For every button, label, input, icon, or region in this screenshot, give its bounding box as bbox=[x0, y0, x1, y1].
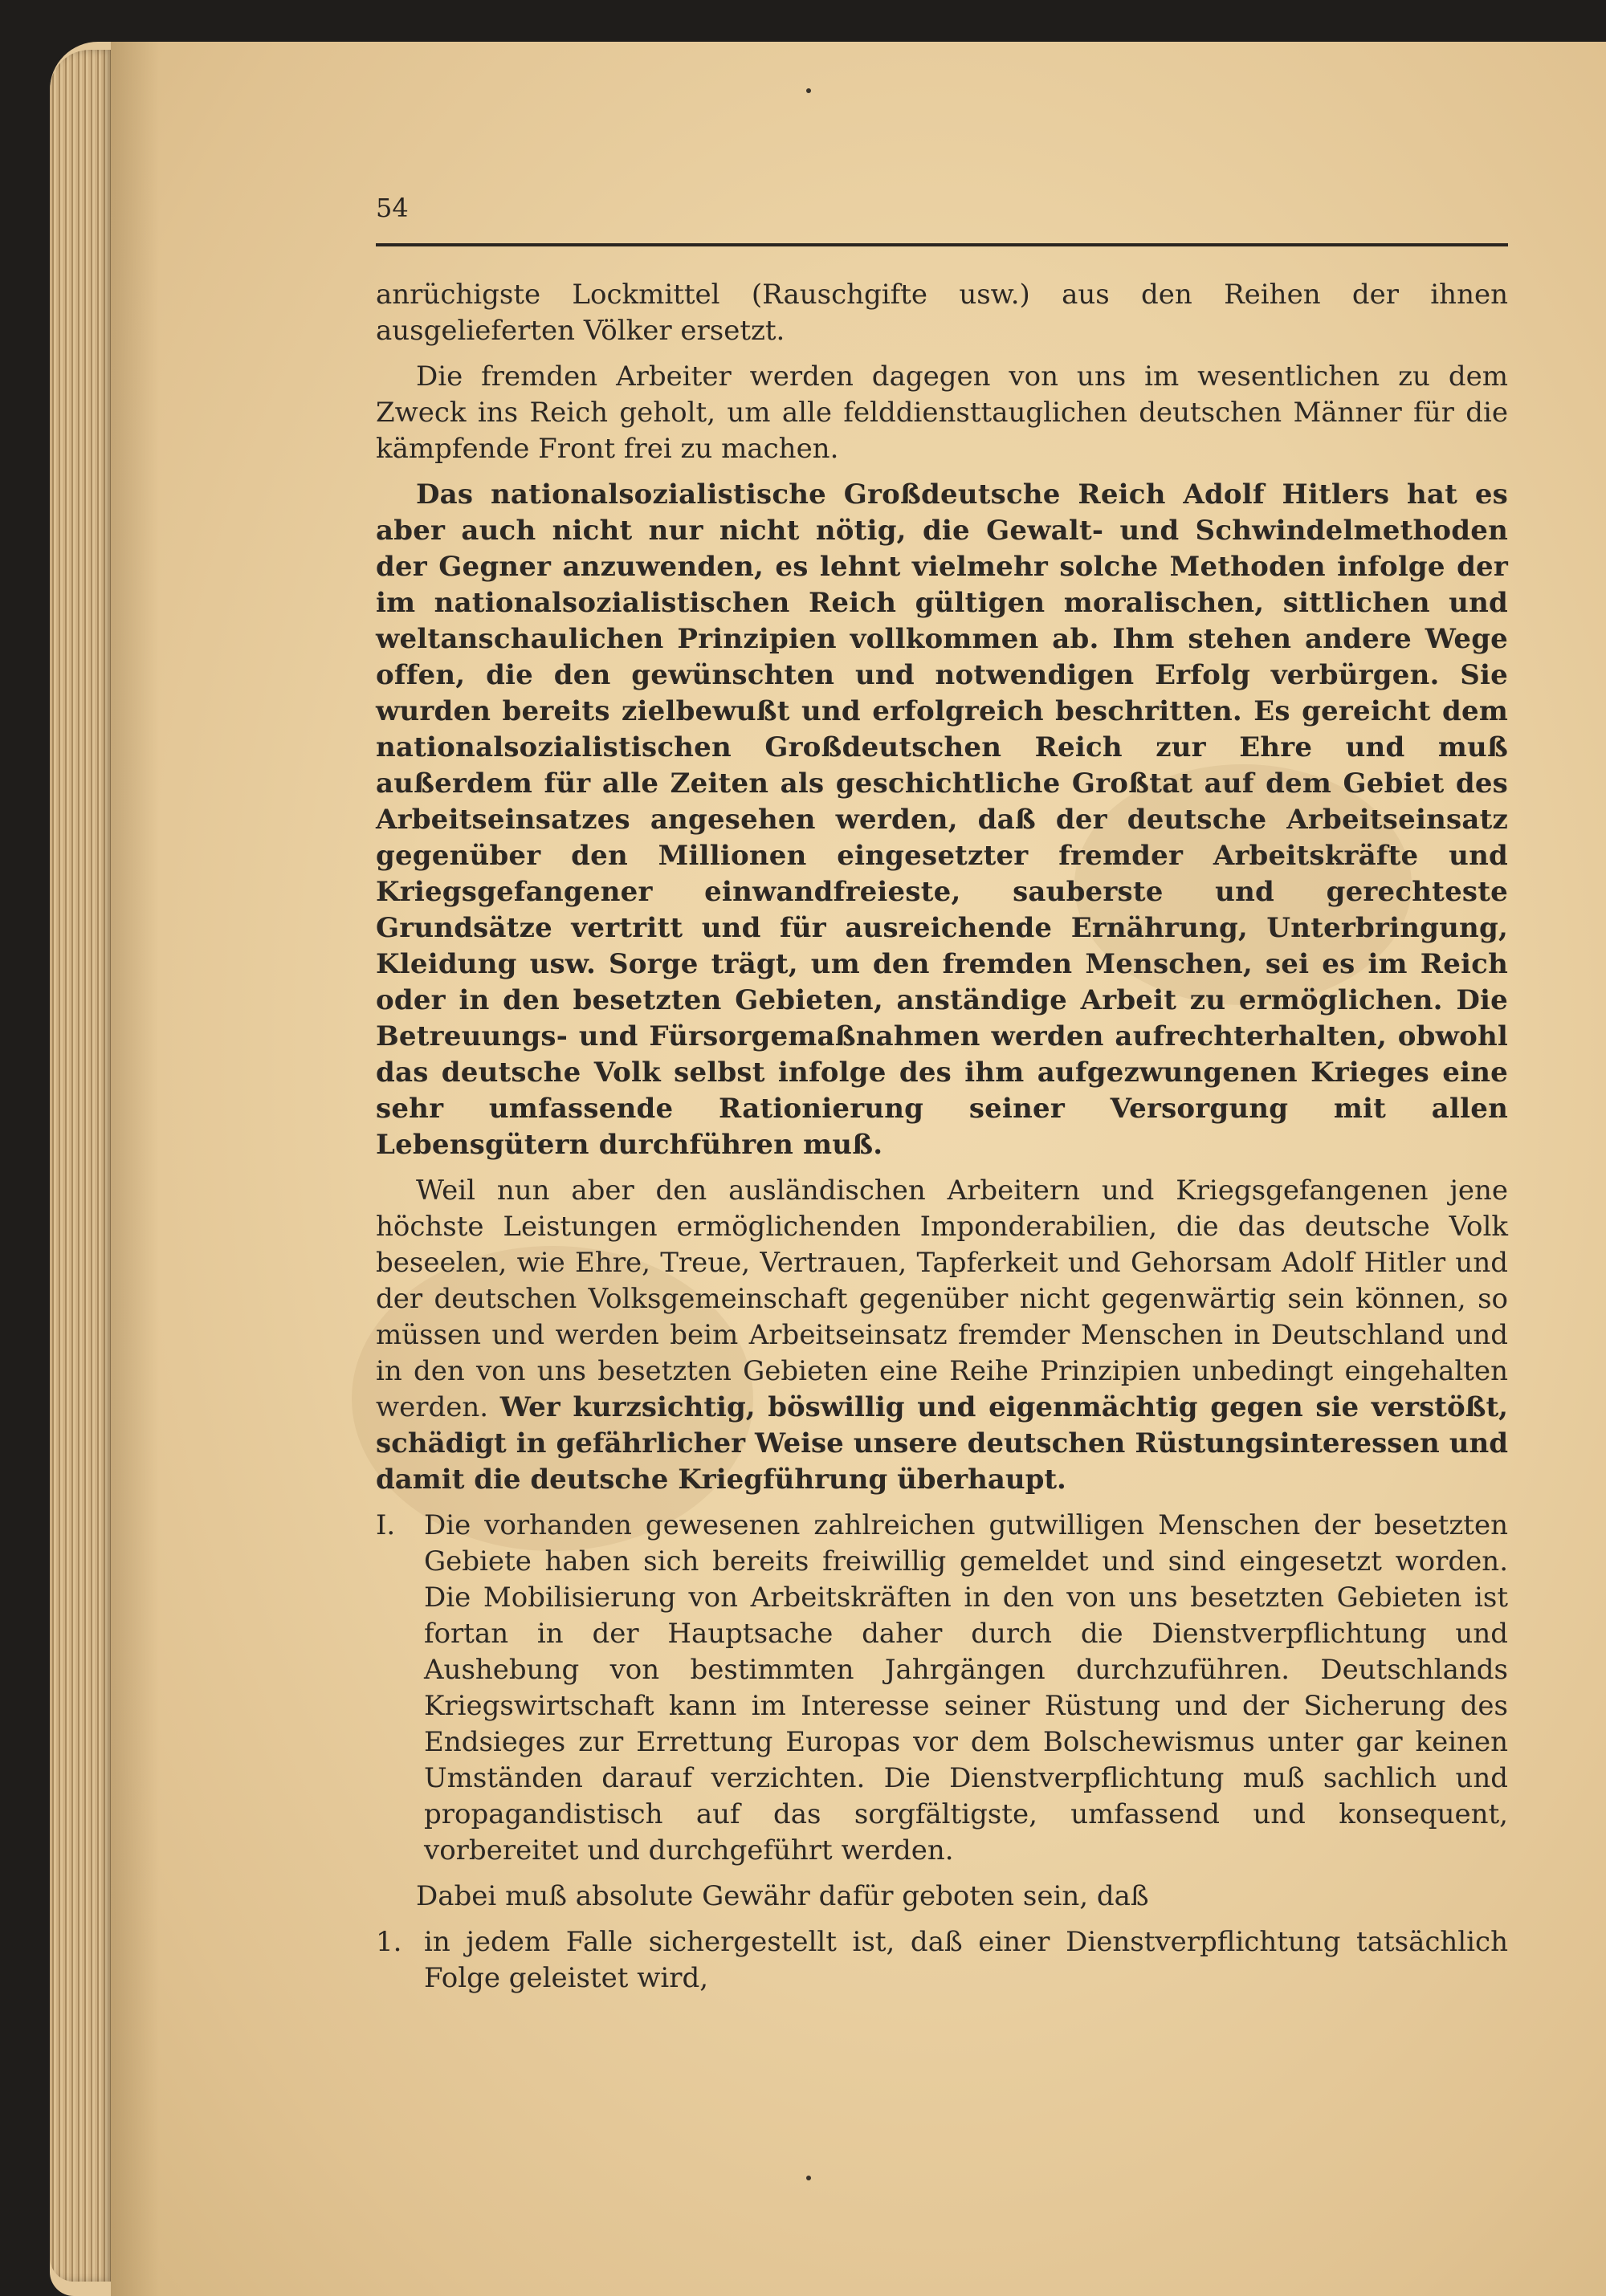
page-edges bbox=[50, 50, 112, 2282]
page-number: 54 bbox=[376, 193, 409, 223]
lead-in: Dabei muß absolute Gewähr dafür geboten sein, daß bbox=[416, 1880, 1149, 1912]
paragraph: Die fremden Arbeiter werden dagegen von uns im wesentlichen zu dem Zweck ins Reich geholt, um alle felddiensttauglichen deutschen Männer für die kämpfende Front frei zu machen. bbox=[376, 360, 1508, 465]
body-text bbox=[376, 277, 1508, 2006]
header-rule bbox=[376, 243, 1508, 246]
paragraph-bold-text: Wer kurzsichtig, böswillig und eigenmächtig gegen sie verstößt, schädigt in gefährlicher Weise unsere deutschen Rüstungsinteressen und damit die deutsche Kriegführung überhaupt. bbox=[376, 1391, 1508, 1496]
list-text: in jedem Falle sichergestellt ist, daß einer Dienstverpflichtung tatsächlich Folge geleistet wird, bbox=[424, 1926, 1508, 1994]
list-item bbox=[376, 1924, 1508, 1997]
section-marker: I. bbox=[376, 1509, 396, 1541]
paragraph bbox=[376, 1173, 1508, 1498]
paragraph-text: Weil nun aber den ausländischen Arbeitern und Kriegsgefangenen jene höchste Leistungen ermöglichenden Imponderabilien, die das deutsche Volk beseelen, wie Ehre, Treue, Vertrauen, Tapferkeit und Gehorsam Adolf Hitler und der deutschen Volksgemeinschaft gegenüber nicht gegenwärtig sein können, so müssen und werden beim Arbeitseinsatz fremder Menschen in Deutschland und in den von uns besetzten Gebieten eine Reihe Prinzipien unbedingt eingehalten werden. bbox=[376, 1174, 1508, 1423]
speck bbox=[806, 88, 811, 93]
section-text: Die vorhanden gewesenen zahlreichen gutwilligen Menschen der besetzten Gebiete haben sich bereits freiwillig gemeldet und sind eingesetzt worden. Die Mobilisierung von Arbeitskräften in den von uns besetzten Gebieten ist fortan in der Hauptsache daher durch die Dienstverpflichtung und Aushebung von bestimmten Jahrgängen durchzuführen. Deutschlands Kriegswirtschaft kann im Interesse seiner Rüstung und der Sicherung des Endsieges zur Errettung Europas vor dem Bolschewismus unter gar keinen Umständen darauf verzichten. Die Dienstverpflichtung muß sachlich und propagandistisch auf das sorgfältigste, umfassend und konsequent, vorbereitet und durchgeführt werden. bbox=[424, 1509, 1508, 1867]
page-header bbox=[376, 193, 1500, 241]
speck bbox=[806, 2176, 811, 2180]
section-item bbox=[376, 1508, 1508, 1869]
paragraph: anrüchigste Lockmittel (Rauschgifte usw.) aus den Reihen der ihnen ausgelieferten Völker ersetzt. bbox=[376, 279, 1508, 347]
list-marker: 1. bbox=[376, 1926, 402, 1958]
paragraph: Das nationalsozialistische Großdeutsche Reich Adolf Hitlers hat es aber auch nicht nur nicht nötig, die Gewalt- und Schwindelmethoden der Gegner anzuwenden, es lehnt vielmehr solche Methoden infolge der im nationalsozialistischen Reich gültigen moralischen, sittlichen und weltanschaulichen Prinzipien vollkommen ab. Ihm stehen andere Wege offen, die den gewünschten und notwendigen Erfolg verbürgen. Sie wurden bereits zielbewußt und erfolgreich beschritten. Es gereicht dem nationalsozialistischen Großdeutschen Reich zur Ehre und muß außerdem für alle Zeiten als geschichtliche Großtat auf dem Gebiet des Arbeitseinsatzes angesehen werden, daß der deutsche Arbeitseinsatz gegenüber den Millionen eingesetzter fremder Arbeitskräfte und Kriegsgefangener einwandfreieste, sauberste und gerechteste Grundsätze vertritt und für ausreichende Ernährung, Unterbringung, Kleidung usw. Sorge trägt, um den fremden Menschen, sei es im Reich oder in den besetzten Gebieten, anständige Arbeit zu ermöglichen. Die Betreuungs- und Fürsorgemaßnahmen werden aufrechterhalten, obwohl das deutsche Volk selbst infolge des ihm aufgezwungenen Krieges eine sehr umfassende Rationierung seiner Versorgung mit allen Lebensgütern durchführen muß. bbox=[376, 478, 1508, 1161]
spine-shadow bbox=[111, 42, 159, 2296]
